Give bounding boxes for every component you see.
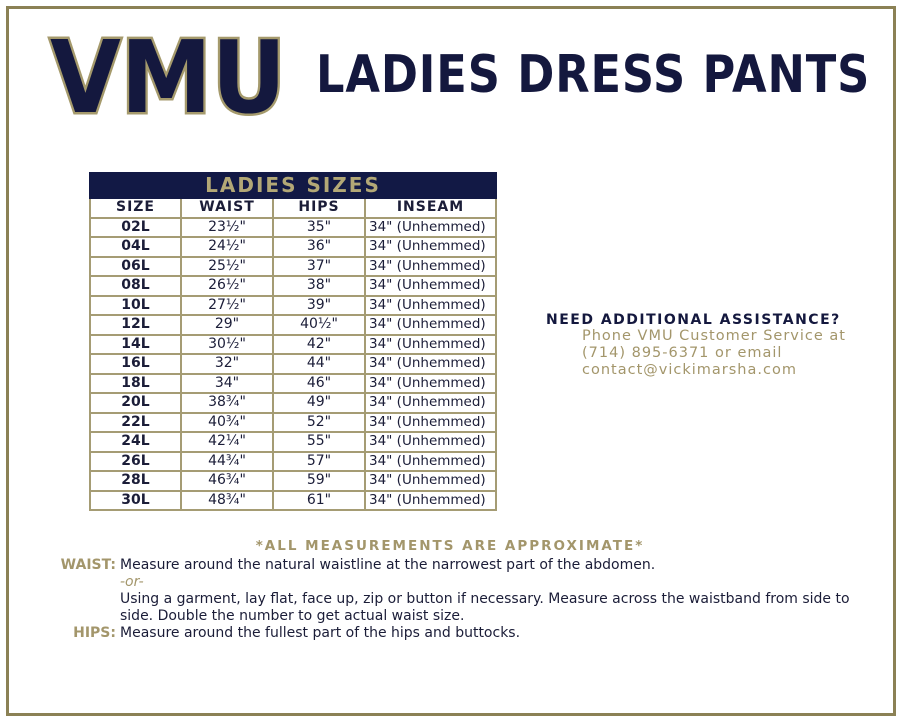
inseam-cell: 34" (Unhemmed) — [365, 315, 496, 335]
inseam-cell: 34" (Unhemmed) — [365, 471, 496, 491]
size-cell: 28L — [90, 471, 181, 491]
hips-cell: 61" — [273, 491, 365, 511]
hips-cell: 52" — [273, 413, 365, 433]
hips-label: HIPS: — [73, 625, 116, 641]
waist-cell: 40¾" — [181, 413, 273, 433]
waist-cell: 23½" — [181, 218, 273, 238]
table-row — [90, 374, 496, 394]
table-row — [90, 413, 496, 433]
hips-cell: 38" — [273, 276, 365, 296]
hips-cell: 36" — [273, 237, 365, 257]
table-row — [90, 276, 496, 296]
inseam-cell: 34" (Unhemmed) — [365, 491, 496, 511]
hips-cell: 59" — [273, 471, 365, 491]
inseam-cell: 34" (Unhemmed) — [365, 413, 496, 433]
waist-cell: 29" — [181, 315, 273, 335]
hips-cell: 40½" — [273, 315, 365, 335]
table-row — [90, 335, 496, 355]
assistance-contact: Phone VMU Customer Service at (714) 895-6371 or email contact@vickimarsha.com — [582, 328, 846, 378]
size-cell: 10L — [90, 296, 181, 316]
size-cell: 06L — [90, 257, 181, 277]
waist-cell: 38¾" — [181, 393, 273, 413]
waist-instruction — [0, 557, 880, 574]
column-header-waist: WAIST — [181, 198, 273, 218]
hips-cell: 37" — [273, 257, 365, 277]
table-row — [90, 237, 496, 257]
table-row — [90, 257, 496, 277]
table-row — [90, 296, 496, 316]
inseam-cell: 34" (Unhemmed) — [365, 452, 496, 472]
table-row — [90, 432, 496, 452]
size-cell: 24L — [90, 432, 181, 452]
waist-cell: 27½" — [181, 296, 273, 316]
or-text: -or- — [120, 574, 144, 590]
waist-cell: 24½" — [181, 237, 273, 257]
hips-text: Measure around the fullest part of the hips and buttocks. — [120, 625, 521, 641]
inseam-cell: 34" (Unhemmed) — [365, 276, 496, 296]
hips-cell: 42" — [273, 335, 365, 355]
column-header-size: SIZE — [90, 198, 181, 218]
svg-text:VMU: VMU — [50, 28, 286, 122]
hips-cell: 44" — [273, 354, 365, 374]
table-row — [90, 354, 496, 374]
size-cell: 12L — [90, 315, 181, 335]
inseam-cell: 34" (Unhemmed) — [365, 354, 496, 374]
size-cell: 14L — [90, 335, 181, 355]
waist-cell: 46¾" — [181, 471, 273, 491]
waist-cell: 44¾" — [181, 452, 273, 472]
assistance-box — [546, 312, 882, 379]
size-cell: 16L — [90, 354, 181, 374]
size-cell: 22L — [90, 413, 181, 433]
page-title: LADIES DRESS PANTS — [316, 45, 871, 105]
table-row — [90, 315, 496, 335]
size-cell: 08L — [90, 276, 181, 296]
waist-alt-text: Using a garment, lay flat, face up, zip or button if necessary. Measure across the waistband from side to side. Double the number to get actual waist size. — [120, 591, 850, 624]
inseam-cell: 34" (Unhemmed) — [365, 393, 496, 413]
waist-cell: 34" — [181, 374, 273, 394]
waist-cell: 32" — [181, 354, 273, 374]
waist-cell: 25½" — [181, 257, 273, 277]
vmu-logo — [46, 28, 290, 122]
waist-cell: 30½" — [181, 335, 273, 355]
inseam-cell: 34" (Unhemmed) — [365, 257, 496, 277]
inseam-cell: 34" (Unhemmed) — [365, 335, 496, 355]
size-table — [89, 172, 497, 511]
hips-cell: 35" — [273, 218, 365, 238]
column-header-inseam: INSEAM — [365, 198, 496, 218]
table-row — [90, 393, 496, 413]
hips-cell: 49" — [273, 393, 365, 413]
measurement-instructions — [0, 557, 880, 642]
inseam-cell: 34" (Unhemmed) — [365, 237, 496, 257]
inseam-cell: 34" (Unhemmed) — [365, 296, 496, 316]
waist-alt-instruction — [0, 591, 880, 625]
waist-cell: 26½" — [181, 276, 273, 296]
size-cell: 20L — [90, 393, 181, 413]
waist-cell: 42¼" — [181, 432, 273, 452]
waist-label: WAIST: — [60, 557, 116, 573]
or-separator — [0, 574, 880, 591]
hips-cell: 55" — [273, 432, 365, 452]
hips-instruction — [0, 625, 880, 642]
table-row — [90, 218, 496, 238]
size-cell: 26L — [90, 452, 181, 472]
hips-cell: 39" — [273, 296, 365, 316]
hips-cell: 57" — [273, 452, 365, 472]
size-cell: 04L — [90, 237, 181, 257]
table-row — [90, 452, 496, 472]
approximate-note: *ALL MEASUREMENTS ARE APPROXIMATE* — [255, 538, 645, 554]
table-row — [90, 491, 496, 511]
size-table-caption: LADIES SIZES — [90, 173, 496, 198]
inseam-cell: 34" (Unhemmed) — [365, 432, 496, 452]
assistance-title: NEED ADDITIONAL ASSISTANCE? — [546, 312, 841, 328]
inseam-cell: 34" (Unhemmed) — [365, 374, 496, 394]
size-cell: 02L — [90, 218, 181, 238]
size-cell: 30L — [90, 491, 181, 511]
hips-cell: 46" — [273, 374, 365, 394]
waist-text: Measure around the natural waistline at the narrowest part of the abdomen. — [120, 557, 656, 573]
inseam-cell: 34" (Unhemmed) — [365, 218, 496, 238]
waist-cell: 48¾" — [181, 491, 273, 511]
column-header-hips: HIPS — [273, 198, 365, 218]
table-row — [90, 471, 496, 491]
size-cell: 18L — [90, 374, 181, 394]
